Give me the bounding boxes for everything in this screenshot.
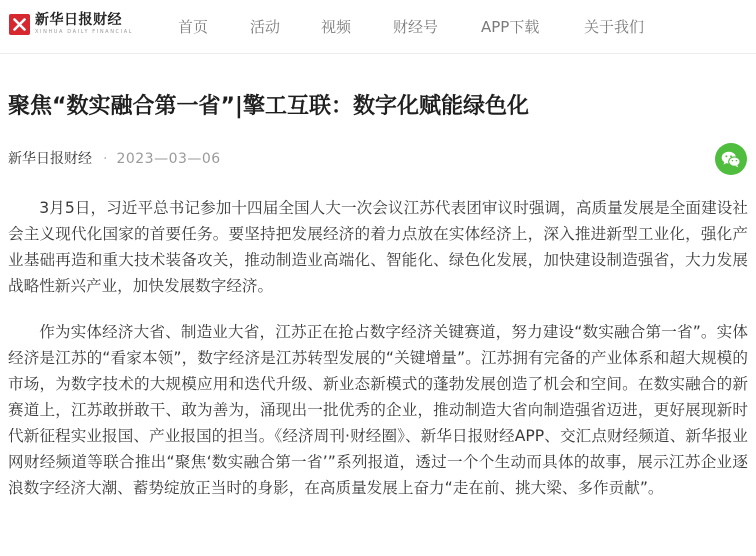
nav-item-home[interactable]: 首页 <box>178 18 209 36</box>
article-paragraph: 作为实体经济大省、制造业大省，江苏正在抢占数字经济关键赛道，努力建设“数实融合第一省”。实体经济是江苏的“看家本领”，数字经济是江苏转型发展的“关键增量”。江苏拥有完备的产业体系和超大规模的市场，为数字技术的大规模应用和迭代升级、新业态新模式的蓬勃发展创造了机会和空间。在数实融合的新赛道上，江苏敢拼敢干、敢为善为，涌现出一批优秀的企业，推动制造大省向制造强省迈进，更好展现新时代新征程实业报国、产业报国的担当。《经济周刊·财经圈》、新华日报财经APP、交汇点财经频道、新华报业网财经频道等联合推出“聚焦‘数实融合第一省’”系列报道，透过一个个生动而具体的故事，展示江苏企业逐浪数字经济大潮、蓄势绽放正当时的身影，在高质量发展上奋力“走在前、挑大梁、多作贡献”。 <box>8 323 748 497</box>
top-navigation-bar <box>0 0 756 54</box>
article-body <box>8 195 748 521</box>
nav-item-about-us[interactable]: 关于我们 <box>584 18 645 36</box>
article-date: 2023—03—06 <box>116 151 221 167</box>
article-source[interactable]: 新华日报财经 <box>8 151 92 167</box>
nav-item-events[interactable]: 活动 <box>250 18 281 36</box>
article-title: 聚焦“数实融合第一省”|擎工互联：数字化赋能绿色化 <box>8 94 529 119</box>
article-paragraph: 3月5日，习近平总书记参加十四届全国人大一次会议江苏代表团审议时强调，高质量发展是全面建设社会主义现代化国家的首要任务。要坚持把发展经济的着力点放在实体经济上，深入推进新型工业化，强化产业基础再造和重大技术装备攻关，推动制造业高端化、智能化、绿色化发展，加快建设制造强省，大力发展战略性新兴产业，加快发展数字经济。 <box>8 199 748 295</box>
article-meta <box>8 148 221 170</box>
meta-separator: · <box>103 151 108 167</box>
nav-item-app-download[interactable]: APP下载 <box>481 18 540 36</box>
wechat-share-button[interactable] <box>715 143 747 175</box>
logo-subtext: XINHUA DAILY FINANCIAL <box>35 29 134 35</box>
nav-item-video[interactable]: 视频 <box>321 18 352 36</box>
main-nav <box>0 12 756 39</box>
logo-text: 新华日报财经 <box>35 12 122 28</box>
nav-item-finance-account[interactable]: 财经号 <box>393 18 439 36</box>
wechat-icon <box>721 151 741 168</box>
